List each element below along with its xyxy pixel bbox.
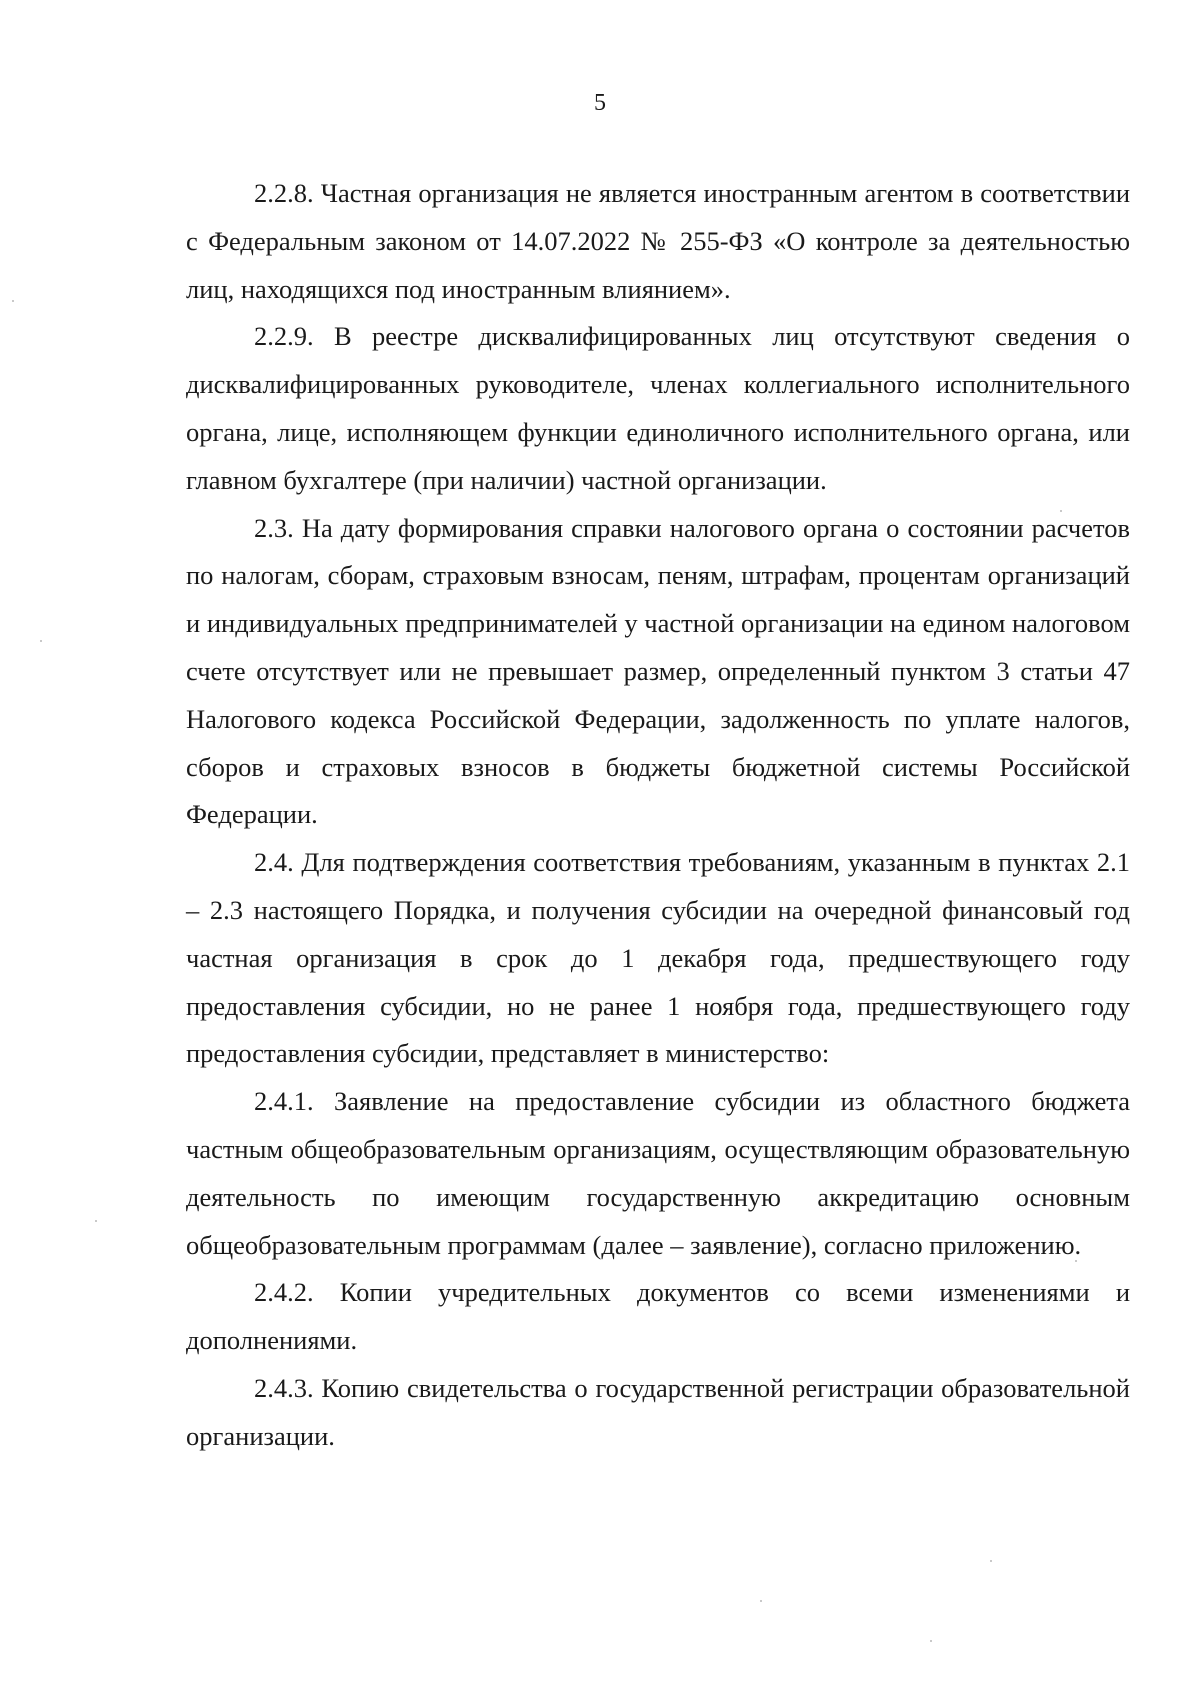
paragraph-2-4-2: 2.4.2. Копии учредительных документов со всеми изменениями и дополнениями. <box>186 1277 1130 1356</box>
scan-speck <box>990 1560 992 1562</box>
scan-speck <box>1075 1260 1077 1262</box>
scan-speck <box>930 1640 932 1642</box>
scan-speck <box>95 1220 97 1222</box>
paragraph-2-4-1: 2.4.1. Заявление на предоставление субсидии из областного бюджета частным общеобразовательным организациям, осуществляющим образовательную деятельность по имеющим государственную аккредитацию основным общеобразовательным программам (далее – заявление), согласно приложению. <box>186 1086 1130 1260</box>
paragraph-2-2-8: 2.2.8. Частная организация не является иностранным агентом в соответствии с Федеральным законом от 14.07.2022 № 255-ФЗ «О контроле за деятельностью лиц, находящихся под иностранным влиянием». <box>186 178 1130 304</box>
paragraph-2-2-9: 2.2.9. В реестре дисквалифицированных лиц отсутствуют сведения о дисквалифицированных руководителе, членах коллегиального исполнительного органа, лице, исполняющем функции единоличного исполнительного органа, или главном бухгалтере (при наличии) частной организации. <box>186 321 1130 495</box>
paragraph-2-4: 2.4. Для подтверждения соответствия требованиям, указанным в пунктах 2.1 – 2.3 настоящего Порядка, и получения субсидии на очередной финансовый год частная организация в срок до 1 декабря года, предшествующего году предоставления субсидии, но не ранее 1 ноября года, предшествующего году предоставления субсидии, представляет в министерство: <box>186 847 1130 1069</box>
page-number: 5 <box>594 90 606 116</box>
scan-speck <box>12 300 14 302</box>
paragraph-2-4-3: 2.4.3. Копию свидетельства о государственной регистрации образовательной организации. <box>186 1372 1130 1451</box>
scan-speck <box>1060 510 1062 512</box>
scan-speck <box>760 1600 762 1602</box>
scan-speck <box>40 640 42 642</box>
paragraph-2-3: 2.3. На дату формирования справки налогового органа о состоянии расчетов по налогам, сборам, страховым взносам, пеням, штрафам, процентам организаций и индивидуальных предпринимателей у частной организации на едином налоговом счете отсутствует или не превышает размер, определенный пунктом 3 статьи 47 Налогового кодекса Российской Федерации, задолженность по уплате налогов, сборов и страховых взносов в бюджеты бюджетной системы Российской Федерации. <box>186 512 1130 830</box>
document-body <box>186 170 1130 1461</box>
